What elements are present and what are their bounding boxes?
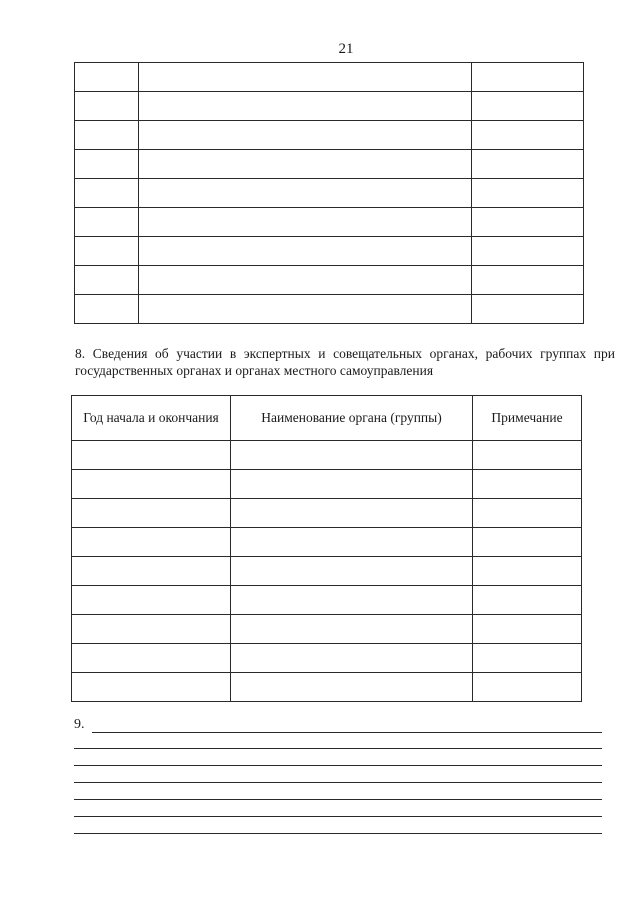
fill-line	[92, 732, 602, 733]
table-row	[75, 150, 584, 179]
table-cell	[72, 644, 231, 673]
table-cell	[72, 586, 231, 615]
table-cell	[139, 92, 472, 121]
expert-bodies-table	[71, 395, 582, 702]
fill-line	[74, 833, 602, 834]
table-cell	[473, 441, 582, 470]
table-row	[75, 295, 584, 324]
table-cell	[473, 673, 582, 702]
table-cell	[473, 528, 582, 557]
table-cell	[473, 615, 582, 644]
table-row	[72, 441, 582, 470]
table-cell	[75, 63, 139, 92]
table-row	[72, 673, 582, 702]
table-cell	[231, 441, 473, 470]
header-body-name: Наименование органа (группы)	[231, 396, 473, 441]
table-cell	[472, 266, 584, 295]
section-8-heading: 8. Сведения об участии в экспертных и совещательных органах, рабочих группах при государственных органах и органах местного самоуправления	[75, 346, 615, 378]
table-cell	[472, 150, 584, 179]
table-cell	[231, 499, 473, 528]
table-cell	[72, 557, 231, 586]
fill-line	[74, 765, 602, 766]
table-cell	[75, 92, 139, 121]
table-row	[72, 615, 582, 644]
page-number: 21	[338, 41, 354, 57]
table-row	[72, 499, 582, 528]
table-row	[75, 237, 584, 266]
table-cell	[473, 470, 582, 499]
fill-line	[74, 816, 602, 817]
table-cell	[231, 586, 473, 615]
fill-line	[74, 782, 602, 783]
table-cell	[231, 644, 473, 673]
fill-line	[74, 799, 602, 800]
table-cell	[75, 266, 139, 295]
table-cell	[75, 179, 139, 208]
table-cell	[72, 499, 231, 528]
table-cell	[72, 470, 231, 499]
table-cell	[75, 295, 139, 324]
table-cell	[231, 470, 473, 499]
table-cell	[139, 237, 472, 266]
table-cell	[472, 208, 584, 237]
table-cell	[139, 179, 472, 208]
table-header-row	[72, 396, 582, 441]
table-cell	[472, 295, 584, 324]
table-cell	[473, 586, 582, 615]
table-cell	[231, 528, 473, 557]
table-cell	[139, 295, 472, 324]
table-row	[72, 586, 582, 615]
table-cell	[75, 150, 139, 179]
table-cell	[139, 121, 472, 150]
table-row	[75, 179, 584, 208]
table-cell	[473, 499, 582, 528]
table-row	[75, 63, 584, 92]
table-cell	[72, 615, 231, 644]
table-row	[75, 266, 584, 295]
table-cell	[72, 441, 231, 470]
table-cell	[473, 644, 582, 673]
table-cell	[472, 92, 584, 121]
header-note: Примечание	[473, 396, 582, 441]
table-cell	[472, 179, 584, 208]
table-row	[72, 557, 582, 586]
table-cell	[472, 63, 584, 92]
table-cell	[72, 673, 231, 702]
table-cell	[231, 615, 473, 644]
table-cell	[75, 121, 139, 150]
table-row	[75, 208, 584, 237]
table-row	[75, 121, 584, 150]
table-cell	[231, 673, 473, 702]
table-cell	[75, 208, 139, 237]
fill-line	[74, 748, 602, 749]
continued-table	[74, 62, 584, 324]
table-row	[72, 644, 582, 673]
table-cell	[472, 237, 584, 266]
table-cell	[139, 208, 472, 237]
table-cell	[72, 528, 231, 557]
header-years: Год начала и окончания	[72, 396, 231, 441]
table-cell	[472, 121, 584, 150]
table-cell	[139, 63, 472, 92]
table-cell	[139, 150, 472, 179]
table-cell	[231, 557, 473, 586]
table-row	[75, 92, 584, 121]
table-row	[72, 528, 582, 557]
table-row	[72, 470, 582, 499]
section-9-label: 9.	[74, 717, 85, 732]
table-cell	[75, 237, 139, 266]
table-cell	[473, 557, 582, 586]
table-cell	[139, 266, 472, 295]
